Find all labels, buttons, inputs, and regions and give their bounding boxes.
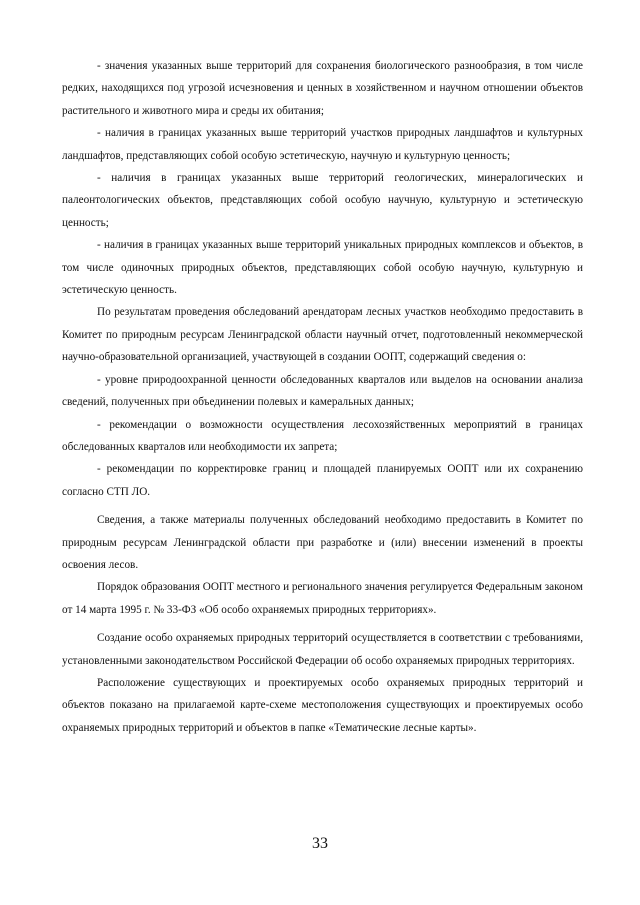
paragraph-conservation-level: - уровне природоохранной ценности обследованных кварталов или выделов на основании анализа сведений, полученных при объединении полевых и камеральных данных; — [62, 373, 583, 409]
paragraph-boundary-corrections: - рекомендации по корректировке границ и площадей планируемых ООПТ или их сохранению согласно СТП ЛО. — [62, 463, 583, 498]
paragraph-map-location: Расположение существующих и проектируемых особо охраняемых природных территорий и объектов показано на прилагаемой карте-схеме местоположения существующих и проектируемых особо охраняемых природных территорий и объектов в папке «Тематические лесные карты». — [62, 676, 583, 734]
paragraph-federal-law: Порядок образования ООПТ местного и регионального значения регулируется Федеральным законом от 14 марта 1995 г. № 33-ФЗ «Об особо охраняемых природных территориях». — [62, 581, 583, 616]
page-number: 33 — [312, 835, 328, 852]
document-body — [62, 55, 583, 739]
paragraph-submission-materials: Сведения, а также материалы полученных обследований необходимо предоставить в Комитет по природным ресурсам Ленинградской области при разработке и (или) внесении изменений в проекты освоения лесов. — [62, 514, 583, 571]
paragraph-geological-objects: - наличия в границах указанных выше территорий геологических, минералогических и палеонтологических объектов, представляющих собой особую научную, культурную и эстетическую ценность; — [62, 172, 583, 229]
paragraph-unique-complexes: - наличия в границах указанных выше территорий уникальных природных комплексов и объектов, в том числе одиночных природных объектов, представляющих собой особую научную, культурную и эстетическую ценность. — [62, 239, 583, 297]
paragraph-forestry-recommendations: - рекомендации о возможности осуществления лесохозяйственных мероприятий в границах обследованных кварталов или необходимости их запрета; — [62, 418, 583, 453]
paragraph-biodiversity-value: - значения указанных выше территорий для сохранения биологического разнообразия, в том числе редких, находящихся под угрозой исчезновения и ценных в хозяйственном и научном отношении объектов растительного и животного мира и среды их обитания; — [62, 60, 583, 117]
paragraph-creation-requirements: Создание особо охраняемых природных территорий осуществляется в соответствии с требованиями, установленными законодательством Российской Федерации об особо охраняемых природных территориях. — [62, 632, 583, 667]
paragraph-landscapes: - наличия в границах указанных выше территорий участков природных ландшафтов и культурных ландшафтов, представляющих собой особую эстетическую, научную и культурную ценность; — [62, 127, 583, 162]
paragraph-scientific-report: По результатам проведения обследований арендаторам лесных участков необходимо предоставить в Комитет по природным ресурсам Ленинградской области научный отчет, подготовленный некоммерческой научно-образовательной организацией, участвующей в создании ООПТ, содержащий сведения о: — [62, 306, 583, 364]
